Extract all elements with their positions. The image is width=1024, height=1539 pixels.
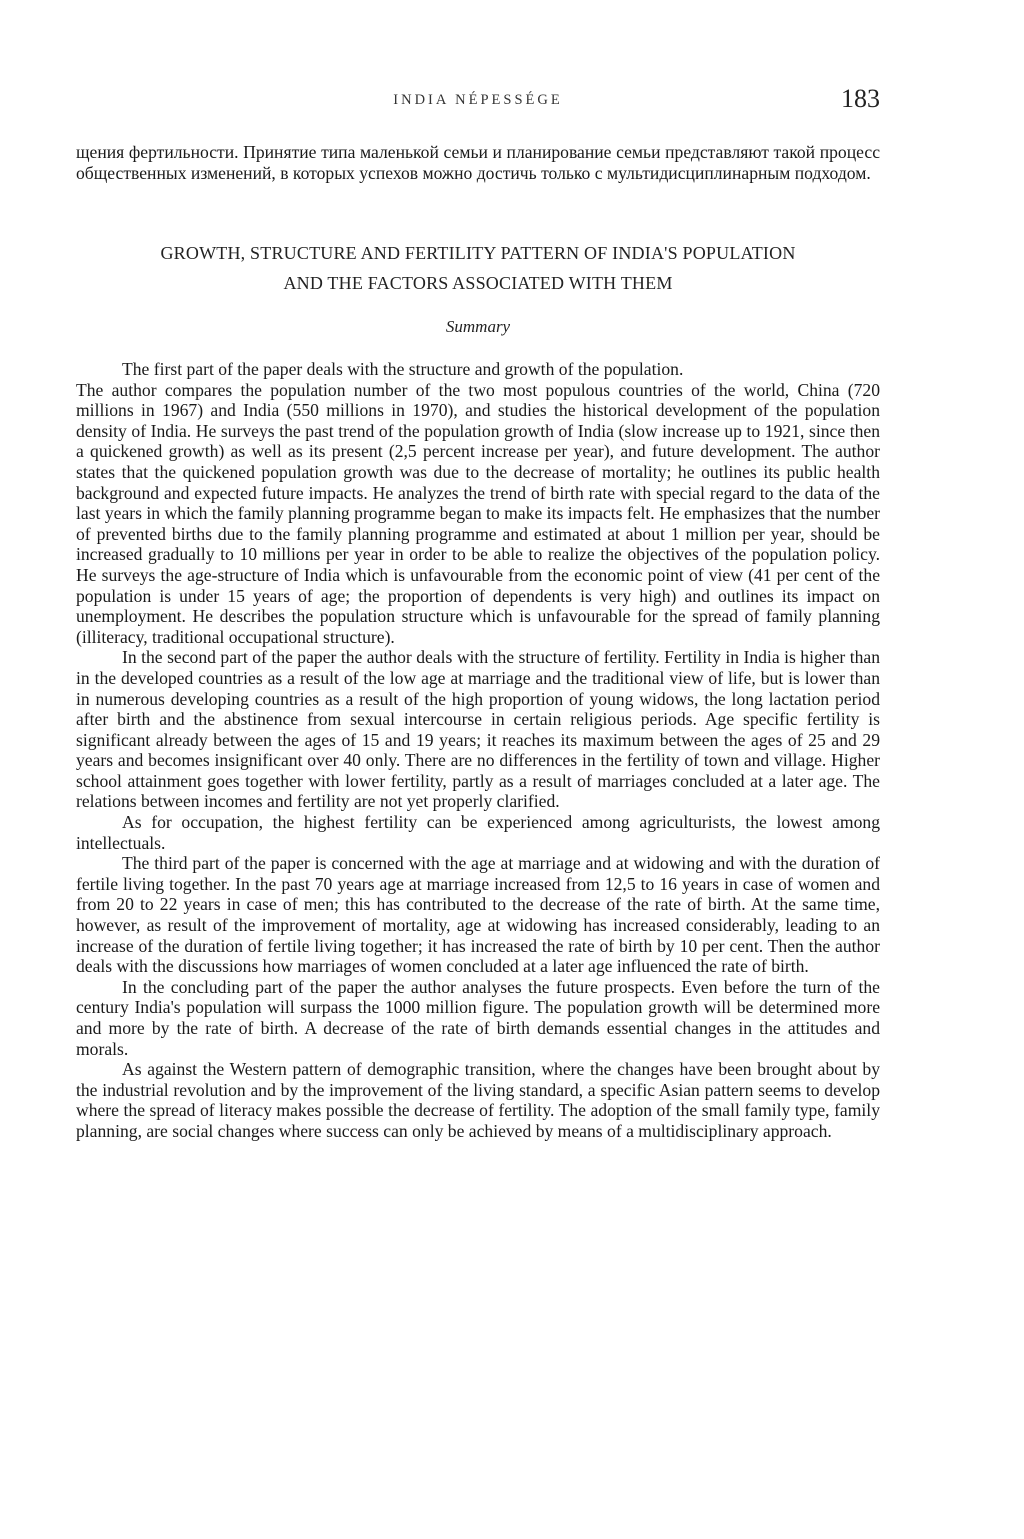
summary-paragraph-4: As for occupation, the highest fertility can be experienced among agriculturists, the lowest among intellectuals.: [76, 812, 880, 853]
summary-paragraph-3: In the second part of the paper the author deals with the structure of fertility. Fertility in India is higher than in the developed countries as a result of the low age at marriage and the traditional view of life, but is lower than in numerous developing countries as a result of the high proportion of young widows, the long lactation period after birth and the abstinence from sexual intercourse in certain religious periods. Age specific fertility is significant already between the ages of 15 and 19 years; it reaches its maximum between the ages of 25 and 29 years and becomes insignificant over 40 only. There are no differences in the fertility of town and village. Higher school attainment goes together with lower fertility, partly as a result of marriages concluded at a later age. The relations between incomes and fertility are not yet properly clarified.: [76, 647, 880, 812]
running-title: INDIA NÉPESSÉGE: [393, 92, 563, 108]
summary-paragraph-2: The author compares the population number of the two most populous countries of the world, China (720 millions in 1967) and India (550 millions in 1970), and studies the historical development of the population density of India. He surveys the past trend of the population growth of India (slow increase up to 1921, since then a quickened growth) as well as its present (2,5 percent increase per year), and future development. The author states that the quickened population growth was due to the decrease of mortality; he outlines its public health background and expected future impacts. He analyzes the trend of birth rate with special regard to the data of the last years in which the family planning programme began to make its impacts felt. He emphasizes that the number of prevented births due to the family planning programme and estimated at about 1 million per year, should be increased gradually to 10 millions per year in order to be able to realize the objectives of the population policy. He surveys the age-structure of India which is unfavourable from the economic point of view (41 per cent of the population is under 15 years of age; the proportion of dependents is very high) and outlines its impact on unemployment. He describes the population structure which is unfavourable for the spread of family planning (illiteracy, traditional occupational structure).: [76, 379, 880, 647]
article-title: [76, 238, 880, 298]
summary-paragraph-6: In the concluding part of the paper the author analyses the future prospects. Even before the turn of the century India's population will surpass the 1000 million figure. The population growth will be determined more and more by the rate of birth. A decrease of the rate of birth demands essential changes in the attitudes and morals.: [76, 976, 880, 1059]
russian-summary-ending: щения фертильности. Принятие типа маленькой семьи и планирование семьи представляют такой процесс общественных изменений, в которых успехов можно достичь только с мультидисциплинарным подходом.: [76, 142, 880, 183]
summary-paragraph-5: The third part of the paper is concerned with the age at marriage and at widowing and with the duration of fertile living together. In the past 70 years age at marriage increased from 12,5 to 16 years in case of women and from 20 to 22 years in case of men; this has contributed to the decrease of the rate of birth. At the same time, however, as result of the improvement of mortality, age at widowing has increased considerably, leading to an increase of the duration of fertile living together; it has increased the rate of birth by 10 per cent. Then the author deals with the discussions how marriages of women concluded at a later age influenced the rate of birth.: [76, 853, 880, 977]
summary-heading: Summary: [445, 317, 511, 336]
summary-body: [76, 359, 880, 1142]
running-head: [76, 84, 880, 126]
article-title-line-2: AND THE FACTORS ASSOCIATED WITH THEM: [283, 273, 673, 293]
article-title-line-1: GROWTH, STRUCTURE AND FERTILITY PATTERN OF INDIA'S POPULATION: [160, 243, 796, 263]
summary-paragraph-7: As against the Western pattern of demographic transition, where the changes have been brought about by the industrial revolution and by the improvement of the living standard, a specific Asian pattern seems to develop where the spread of literacy makes possible the decrease of fertility. The adoption of the small family type, family planning, are social changes where success can only be achieved by means of a multidisciplinary approach.: [76, 1059, 880, 1141]
summary-paragraph-1: The first part of the paper deals with the structure and growth of the population.: [122, 359, 684, 379]
page: [76, 84, 880, 1142]
page-number: 183: [841, 84, 880, 113]
